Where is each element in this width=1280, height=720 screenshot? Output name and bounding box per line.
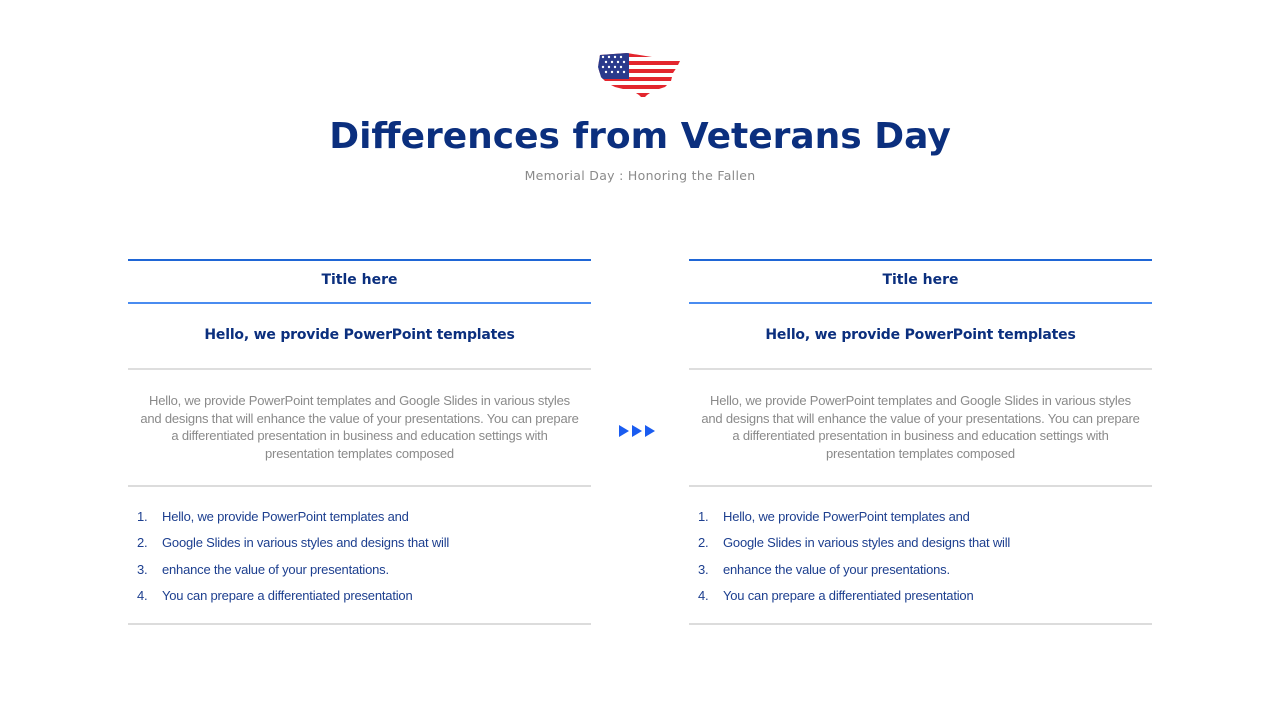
list-item [137, 507, 577, 533]
list-text: enhance the value of your presentations. [162, 561, 389, 577]
list-text: enhance the value of your presentations. [723, 561, 950, 577]
list-number: 3. [137, 561, 148, 577]
panel-top-divider [689, 259, 1152, 261]
list-text: You can prepare a differentiated presentation [723, 587, 974, 603]
comparison-panel-left [128, 259, 591, 625]
play-arrow-icon [632, 425, 642, 437]
list-item [698, 560, 1138, 586]
panel-divider [689, 368, 1152, 370]
list-text: Google Slides in various styles and designs that will [723, 535, 1011, 551]
list-number: 2. [137, 535, 148, 551]
list-item [698, 533, 1138, 559]
panel-subtitle: Hello, we provide PowerPoint templates [204, 327, 515, 343]
list-text: You can prepare a differentiated presentation [162, 587, 413, 603]
triple-play-arrows-icon [619, 424, 663, 438]
us-map-flag-icon [597, 51, 683, 101]
panel-body-text: Hello, we provide PowerPoint templates and Google Slides in various styles and designs that will enhance the value of your presentations. You can prepare a differentiated presentation in business and education settings with presentation templates composed [140, 393, 579, 462]
panel-title: Title here [882, 272, 959, 288]
panel-numbered-list [698, 507, 1138, 612]
list-number: 1. [698, 509, 709, 524]
comparison-panel-right [689, 259, 1152, 625]
panel-bottom-divider [689, 623, 1152, 625]
panel-divider [689, 485, 1152, 487]
list-item [137, 533, 577, 559]
panel-body-text: Hello, we provide PowerPoint templates and Google Slides in various styles and designs that will enhance the value of your presentations. You can prepare a differentiated presentation in business and education settings with presentation templates composed [701, 393, 1140, 462]
list-text: Hello, we provide PowerPoint templates and [723, 509, 970, 524]
list-item [698, 507, 1138, 533]
panel-subtitle: Hello, we provide PowerPoint templates [765, 327, 1076, 343]
list-number: 2. [698, 535, 709, 551]
list-item [698, 586, 1138, 612]
panel-title-divider [689, 302, 1152, 304]
panel-numbered-list [137, 507, 577, 612]
panel-divider [128, 485, 591, 487]
panel-bottom-divider [128, 623, 591, 625]
play-arrow-icon [619, 425, 629, 437]
list-text: Hello, we provide PowerPoint templates and [162, 509, 409, 524]
list-item [137, 560, 577, 586]
list-number: 4. [137, 587, 148, 603]
panel-top-divider [128, 259, 591, 261]
panel-title-divider [128, 302, 591, 304]
page-title: Differences from Veterans Day [329, 116, 951, 157]
list-number: 4. [698, 587, 709, 603]
page-subtitle: Memorial Day : Honoring the Fallen [524, 168, 756, 183]
list-text: Google Slides in various styles and designs that will [162, 535, 450, 551]
list-number: 1. [137, 509, 148, 524]
list-number: 3. [698, 561, 709, 577]
panel-title: Title here [321, 272, 398, 288]
list-item [137, 586, 577, 612]
play-arrow-icon [645, 425, 655, 437]
panel-divider [128, 368, 591, 370]
